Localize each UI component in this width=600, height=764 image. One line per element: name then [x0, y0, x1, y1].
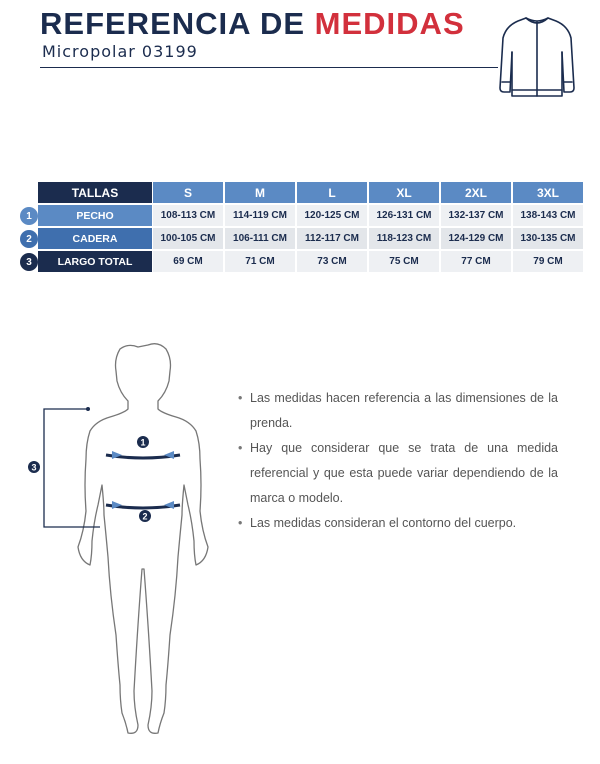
- table-cell: 124-129 CM: [441, 228, 511, 249]
- table-cell: 106-111 CM: [225, 228, 295, 249]
- table-row: [18, 228, 584, 250]
- jacket-icon: [496, 12, 578, 100]
- table-cell: 138-143 CM: [513, 205, 583, 226]
- table-cell: 75 CM: [369, 251, 439, 272]
- marker-label: 3: [31, 462, 37, 473]
- table-cell: 114-119 CM: [225, 205, 295, 226]
- size-header: L: [297, 182, 367, 203]
- table-row: [18, 205, 584, 227]
- table-cell: 112-117 CM: [297, 228, 367, 249]
- size-header: 2XL: [441, 182, 511, 203]
- title-dark-part: REFERENCIA DE: [40, 6, 306, 41]
- row-number-badge: 1: [20, 207, 38, 225]
- table-row: [18, 251, 584, 273]
- marker-label: 2: [142, 511, 148, 522]
- table-cell: 126-131 CM: [369, 205, 439, 226]
- bullet-icon: •: [238, 516, 243, 530]
- bracket-dot: [86, 407, 90, 411]
- table-header-label: TALLAS: [38, 182, 152, 203]
- table-cell: 71 CM: [225, 251, 295, 272]
- row-number-badge: 2: [20, 230, 38, 248]
- size-header: XL: [369, 182, 439, 203]
- length-bracket: [44, 409, 100, 527]
- note-item: • Las medidas consideran el contorno del cuerpo.: [238, 511, 558, 536]
- size-header: M: [225, 182, 295, 203]
- bullet-icon: •: [238, 441, 243, 455]
- table-cell: 77 CM: [441, 251, 511, 272]
- note-item: • Las medidas hacen referencia a las dimensiones de la prenda.: [238, 386, 558, 436]
- table-cell: 130-135 CM: [513, 228, 583, 249]
- header-divider: [40, 67, 498, 68]
- table-cell: 100-105 CM: [153, 228, 223, 249]
- row-number-badge: 3: [20, 253, 38, 271]
- product-subtitle: Micropolar 03199: [42, 42, 198, 61]
- table-cell: 73 CM: [297, 251, 367, 272]
- title-red-part: MEDIDAS: [314, 6, 465, 41]
- body-measurement-figure: [20, 335, 220, 740]
- marker-label: 1: [140, 437, 146, 448]
- size-header: S: [153, 182, 223, 203]
- body-outline: [78, 344, 208, 734]
- size-header: 3XL: [513, 182, 583, 203]
- table-cell: 108-113 CM: [153, 205, 223, 226]
- note-item: • Hay que considerar que se trata de una medida referencial y que esta puede variar dependiendo de la marca o modelo.: [238, 436, 558, 511]
- table-cell: 118-123 CM: [369, 228, 439, 249]
- page-title: [40, 6, 465, 42]
- row-label: PECHO: [38, 205, 152, 226]
- table-header-row: [18, 182, 584, 204]
- table-cell: 79 CM: [513, 251, 583, 272]
- table-cell: 69 CM: [153, 251, 223, 272]
- row-label: CADERA: [38, 228, 152, 249]
- row-label: LARGO TOTAL: [38, 251, 152, 272]
- table-cell: 132-137 CM: [441, 205, 511, 226]
- table-cell: 120-125 CM: [297, 205, 367, 226]
- bullet-icon: •: [238, 391, 243, 405]
- notes-list: [238, 386, 558, 536]
